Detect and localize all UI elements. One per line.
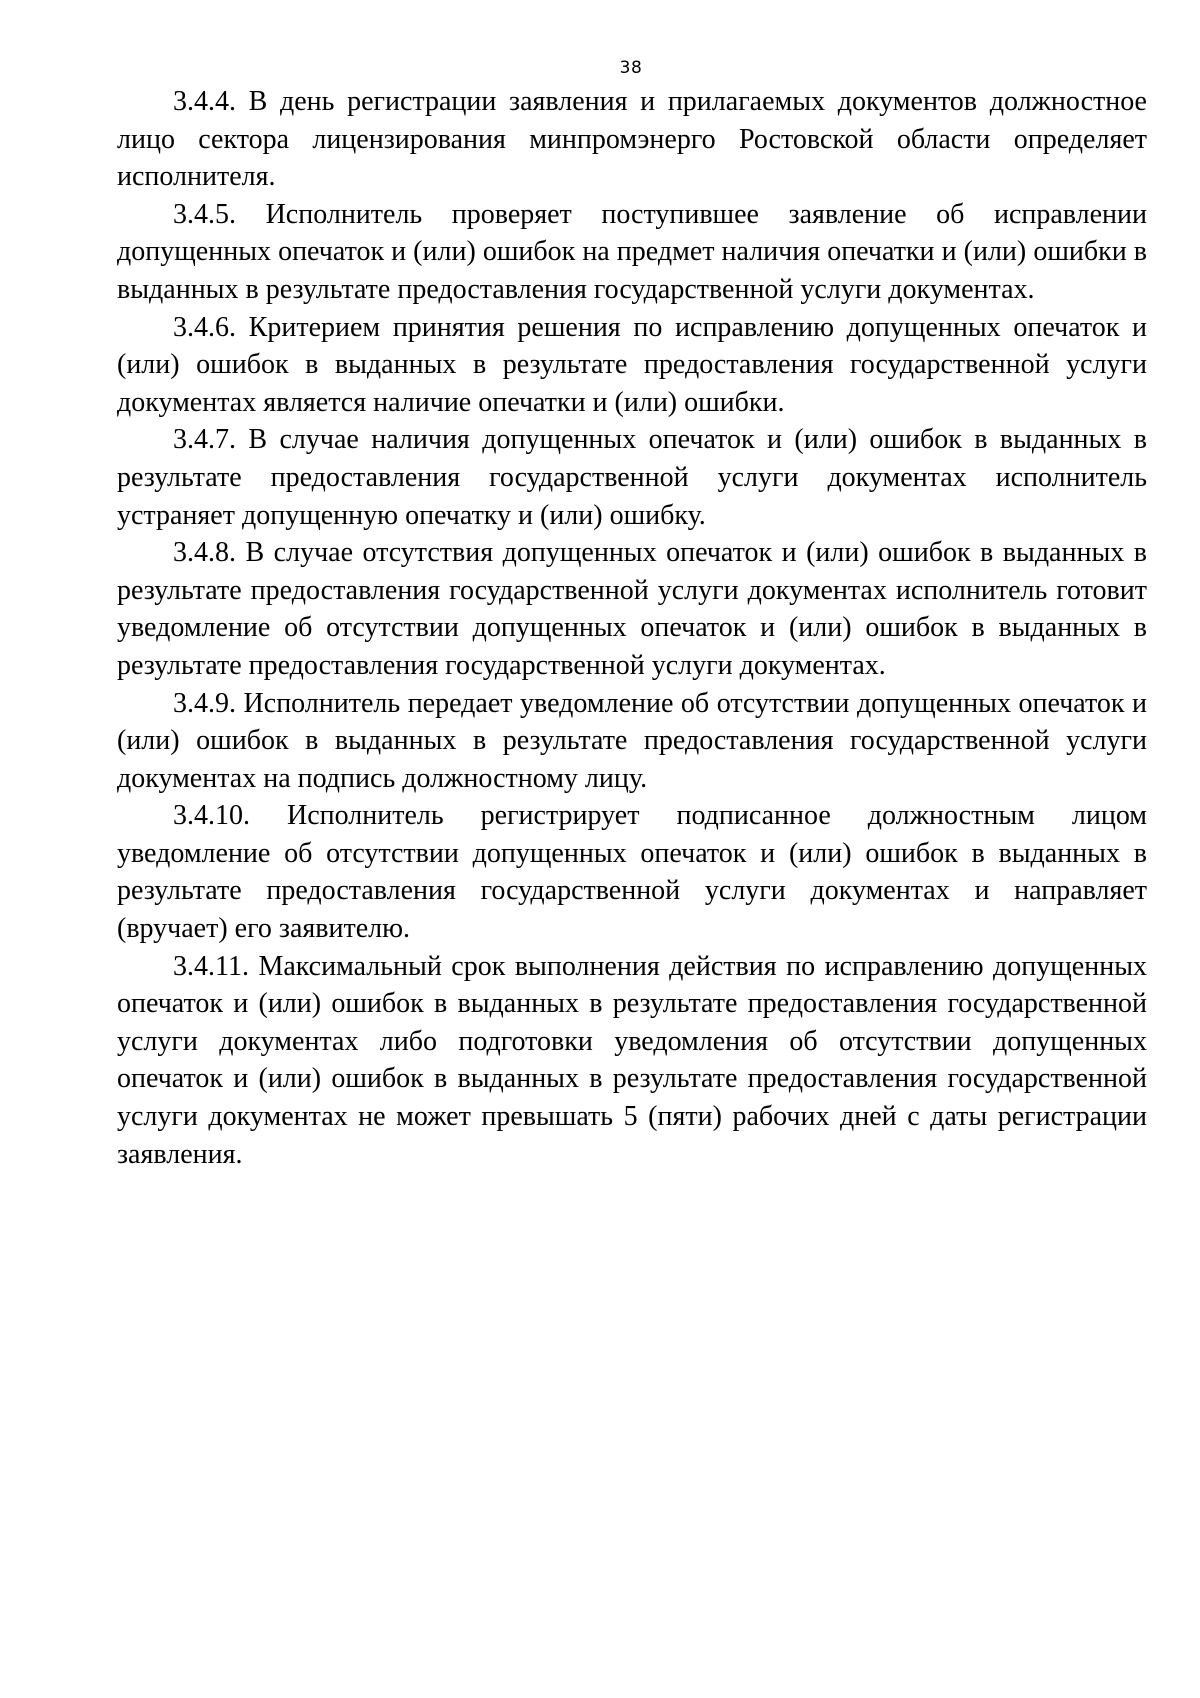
document-body [117,83,1147,1173]
paragraph-3-4-5: 3.4.5. Исполнитель проверяет поступившее заявление об исправлении допущенных опечаток и (или) ошибок на предмет наличия опечатки и (или) ошибки в выданных в результате предоставления государственной услуги документах. [117,198,1147,305]
paragraph-3-4-7: 3.4.7. В случае наличия допущенных опечаток и (или) ошибок в выданных в результате предоставления государственной услуги документах исполнитель устраняет допущенную опечатку и (или) ошибку. [117,424,1147,531]
paragraph-3-4-4: 3.4.4. В день регистрации заявления и прилагаемых документов должностное лицо сектора лицензирования минпромэнерго Ростовской области определяет исполнителя. [117,86,1147,193]
paragraph-3-4-6: 3.4.6. Критерием принятия решения по исправлению допущенных опечаток и (или) ошибок в выданных в результате предоставления государственной услуги документах является наличие опечатки и (или) ошибки. [117,311,1147,418]
paragraph-3-4-9: 3.4.9. Исполнитель передает уведомление об отсутствии допущенных опечаток и (или) ошибок в выданных в результате предоставления государственной услуги документах на подпись должностному лицу. [117,687,1147,794]
paragraph-3-4-11: 3.4.11. Максимальный срок выполнения действия по исправлению допущенных опечаток и (или) ошибок в выданных в результате предоставления государственной услуги документах либо подготовки уведомления об отсутствии допущенных опечаток и (или) ошибок в выданных в результате предоставления государственной услуги документах не может превышать 5 (пяти) рабочих дней с даты регистрации заявления. [117,950,1147,1170]
paragraph-3-4-8: 3.4.8. В случае отсутствия допущенных опечаток и (или) ошибок в выданных в результате предоставления государственной услуги документах исполнитель готовит уведомление об отсутствии допущенных опечаток и (или) ошибок в выданных в результате предоставления государственной услуги документах. [117,537,1147,681]
paragraph-3-4-10: 3.4.10. Исполнитель регистрирует подписанное должностным лицом уведомление об отсутствии допущенных опечаток и (или) ошибок в выданных в результате предоставления государственной услуги документах и направляет (вручает) его заявителю. [117,800,1147,945]
page-number: 38 [619,58,643,78]
